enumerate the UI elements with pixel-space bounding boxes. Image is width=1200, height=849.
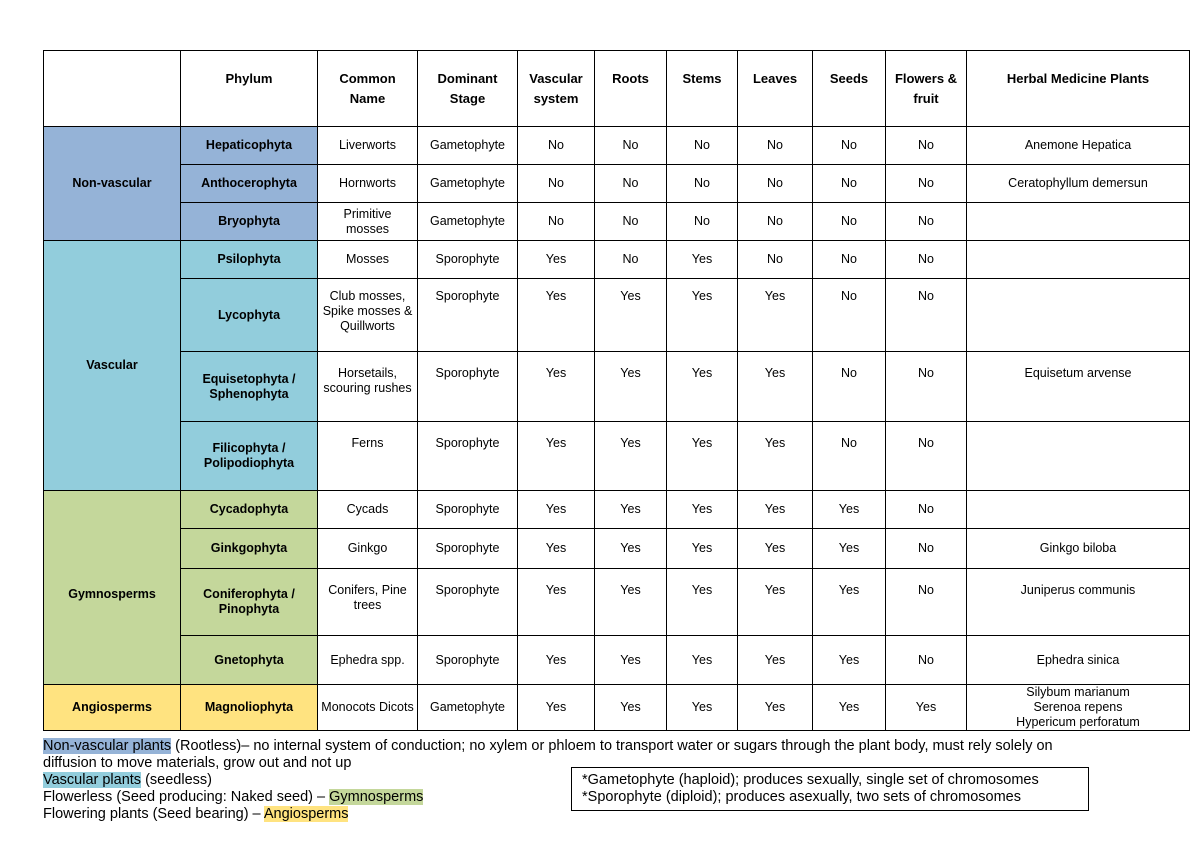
stage-cell: Sporophyte — [418, 529, 518, 569]
header-cell: Seeds — [813, 51, 886, 127]
vascular-cell: Yes — [518, 636, 595, 685]
header-cell: Herbal Medicine Plants — [967, 51, 1190, 127]
stage-cell: Gametophyte — [418, 165, 518, 203]
herbal-cell — [967, 203, 1190, 241]
header-cell: Leaves — [738, 51, 813, 127]
note-text: Flowerless (Seed producing: Naked seed) – — [43, 789, 330, 805]
seeds-cell: No — [813, 203, 886, 241]
stems-cell: Yes — [667, 491, 738, 529]
stems-cell: Yes — [667, 279, 738, 352]
group-label-gymnosperms: Gymnosperms — [44, 491, 181, 685]
group-label-vascular: Vascular — [44, 241, 181, 491]
herbal-cell — [967, 279, 1190, 352]
herbal-cell — [967, 422, 1190, 491]
vascular-cell: Yes — [518, 529, 595, 569]
stage-cell: Sporophyte — [418, 422, 518, 491]
seeds-cell: Yes — [813, 529, 886, 569]
vascular-cell: Yes — [518, 241, 595, 279]
leaves-cell: No — [738, 127, 813, 165]
roots-cell: Yes — [595, 352, 667, 422]
phylum-cell: Cycadophyta — [181, 491, 318, 529]
legend-gametophyte: *Gametophyte (haploid); produces sexually, single set of chromosomes — [582, 772, 1039, 788]
roots-cell: Yes — [595, 636, 667, 685]
vascular-cell: Yes — [518, 422, 595, 491]
leaves-cell: Yes — [738, 279, 813, 352]
stems-cell: Yes — [667, 685, 738, 731]
group-label-angiosperms: Angiosperms — [44, 685, 181, 731]
header-cell: Dominant Stage — [418, 51, 518, 127]
leaves-cell: No — [738, 165, 813, 203]
common-name-cell: Liverworts — [318, 127, 418, 165]
seeds-cell: Yes — [813, 685, 886, 731]
stems-cell: No — [667, 165, 738, 203]
common-name-cell: Club mosses, Spike mosses & Quillworts — [318, 279, 418, 352]
flowers-cell: Yes — [886, 685, 967, 731]
highlight-gymnosperms: Gymnosperms — [329, 789, 424, 805]
table-row — [44, 279, 1190, 352]
seeds-cell: Yes — [813, 636, 886, 685]
flowers-cell: No — [886, 127, 967, 165]
stems-cell: Yes — [667, 422, 738, 491]
herbal-cell: Juniperus communis — [967, 569, 1190, 636]
vascular-cell: Yes — [518, 491, 595, 529]
stage-cell: Sporophyte — [418, 241, 518, 279]
seeds-cell: No — [813, 241, 886, 279]
seeds-cell: Yes — [813, 569, 886, 636]
flowers-cell: No — [886, 491, 967, 529]
stems-cell: Yes — [667, 636, 738, 685]
header-cell: Phylum — [181, 51, 318, 127]
table-row — [44, 203, 1190, 241]
stage-cell: Sporophyte — [418, 279, 518, 352]
stage-cell: Sporophyte — [418, 569, 518, 636]
phylum-cell: Lycophyta — [181, 279, 318, 352]
highlight-vascular: Vascular plants — [43, 772, 142, 788]
flowers-cell: No — [886, 203, 967, 241]
flowers-cell: No — [886, 636, 967, 685]
common-name-cell: Mosses — [318, 241, 418, 279]
header-cell — [44, 51, 181, 127]
flowers-cell: No — [886, 569, 967, 636]
roots-cell: Yes — [595, 685, 667, 731]
seeds-cell: No — [813, 352, 886, 422]
leaves-cell: Yes — [738, 529, 813, 569]
seeds-cell: No — [813, 127, 886, 165]
table-row — [44, 422, 1190, 491]
table-row — [44, 636, 1190, 685]
header-cell: Roots — [595, 51, 667, 127]
common-name-cell: Primitive mosses — [318, 203, 418, 241]
leaves-cell: Yes — [738, 685, 813, 731]
phylum-table — [43, 50, 1190, 731]
phylum-cell: Hepaticophyta — [181, 127, 318, 165]
header-row — [44, 51, 1190, 127]
phylum-cell: Filicophyta / Polipodiophyta — [181, 422, 318, 491]
herbal-cell: Anemone Hepatica — [967, 127, 1190, 165]
common-name-cell: Ephedra spp. — [318, 636, 418, 685]
flowers-cell: No — [886, 241, 967, 279]
header-cell: Common Name — [318, 51, 418, 127]
herbal-cell — [967, 241, 1190, 279]
table-row — [44, 685, 1190, 731]
phylum-cell: Equisetophyta / Sphenophyta — [181, 352, 318, 422]
phylum-cell: Magnoliophyta — [181, 685, 318, 731]
roots-cell: Yes — [595, 422, 667, 491]
flowers-cell: No — [886, 529, 967, 569]
common-name-cell: Ferns — [318, 422, 418, 491]
flowers-cell: No — [886, 422, 967, 491]
note-text: Flowering plants (Seed bearing) – — [43, 806, 264, 822]
note-text: (seedless) — [141, 772, 212, 788]
vascular-cell: Yes — [518, 685, 595, 731]
vascular-cell: No — [518, 203, 595, 241]
flowers-cell: No — [886, 279, 967, 352]
roots-cell: No — [595, 241, 667, 279]
leaves-cell: Yes — [738, 636, 813, 685]
phylum-cell: Gnetophyta — [181, 636, 318, 685]
vascular-cell: Yes — [518, 569, 595, 636]
vascular-cell: Yes — [518, 279, 595, 352]
legend-sporophyte: *Sporophyte (diploid); produces asexually, two sets of chromosomes — [582, 789, 1021, 805]
header-cell: Vascular system — [518, 51, 595, 127]
roots-cell: Yes — [595, 279, 667, 352]
phylum-cell: Psilophyta — [181, 241, 318, 279]
common-name-cell: Monocots Dicots — [318, 685, 418, 731]
stage-cell: Sporophyte — [418, 636, 518, 685]
table-row — [44, 352, 1190, 422]
herbal-cell: Ceratophyllum demersun — [967, 165, 1190, 203]
stems-cell: Yes — [667, 569, 738, 636]
herbal-cell: Equisetum arvense — [967, 352, 1190, 422]
stage-cell: Gametophyte — [418, 127, 518, 165]
leaves-cell: Yes — [738, 422, 813, 491]
phylum-cell: Anthocerophyta — [181, 165, 318, 203]
common-name-cell: Ginkgo — [318, 529, 418, 569]
stems-cell: Yes — [667, 529, 738, 569]
phylum-cell: Ginkgophyta — [181, 529, 318, 569]
herbal-cell: Ginkgo biloba — [967, 529, 1190, 569]
roots-cell: Yes — [595, 569, 667, 636]
note-nonvascular — [43, 738, 1153, 755]
table-row — [44, 529, 1190, 569]
stage-cell: Gametophyte — [418, 203, 518, 241]
herbal-cell — [967, 491, 1190, 529]
header-cell: Flowers & fruit — [886, 51, 967, 127]
note-text: diffusion to move materials, grow out and not up — [43, 755, 352, 771]
group-label-nonvascular: Non-vascular — [44, 127, 181, 241]
roots-cell: Yes — [595, 491, 667, 529]
highlight-nonvascular: Non-vascular plants — [43, 738, 172, 754]
vascular-cell: Yes — [518, 352, 595, 422]
seeds-cell: Yes — [813, 491, 886, 529]
phylum-cell: Bryophyta — [181, 203, 318, 241]
header-cell: Stems — [667, 51, 738, 127]
stems-cell: Yes — [667, 241, 738, 279]
highlight-angiosperms: Angiosperms — [263, 806, 349, 822]
common-name-cell: Conifers, Pine trees — [318, 569, 418, 636]
herbal-cell: Ephedra sinica — [967, 636, 1190, 685]
table-row — [44, 241, 1190, 279]
stage-cell: Sporophyte — [418, 352, 518, 422]
table-row — [44, 569, 1190, 636]
seeds-cell: No — [813, 422, 886, 491]
vascular-cell: No — [518, 165, 595, 203]
flowers-cell: No — [886, 352, 967, 422]
flowers-cell: No — [886, 165, 967, 203]
leaves-cell: Yes — [738, 352, 813, 422]
leaves-cell: Yes — [738, 491, 813, 529]
roots-cell: Yes — [595, 529, 667, 569]
seeds-cell: No — [813, 279, 886, 352]
table-row — [44, 491, 1190, 529]
seeds-cell: No — [813, 165, 886, 203]
vascular-cell: No — [518, 127, 595, 165]
roots-cell: No — [595, 203, 667, 241]
stage-legend-box — [571, 767, 1089, 811]
herbal-cell: Silybum marianum Serenoa repens Hypericum perforatum — [967, 685, 1190, 731]
common-name-cell: Hornworts — [318, 165, 418, 203]
table-row — [44, 165, 1190, 203]
stage-cell: Sporophyte — [418, 491, 518, 529]
note-text: (Rootless)– no internal system of conduction; no xylem or phloem to transport water or sugars through the plant body, must rely solely on — [171, 738, 1053, 754]
table-row — [44, 127, 1190, 165]
stems-cell: No — [667, 127, 738, 165]
phylum-cell: Coniferophyta / Pinophyta — [181, 569, 318, 636]
common-name-cell: Horsetails, scouring rushes — [318, 352, 418, 422]
stems-cell: Yes — [667, 352, 738, 422]
leaves-cell: Yes — [738, 569, 813, 636]
leaves-cell: No — [738, 203, 813, 241]
stage-cell: Gametophyte — [418, 685, 518, 731]
leaves-cell: No — [738, 241, 813, 279]
common-name-cell: Cycads — [318, 491, 418, 529]
roots-cell: No — [595, 127, 667, 165]
stems-cell: No — [667, 203, 738, 241]
roots-cell: No — [595, 165, 667, 203]
